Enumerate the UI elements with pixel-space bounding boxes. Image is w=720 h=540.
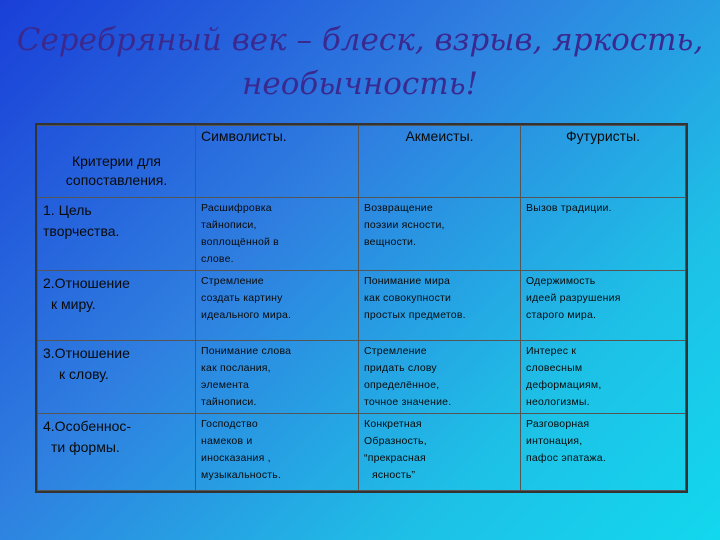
header-acmeists: Акмеисты. <box>359 126 521 198</box>
cell-line: Конкретная <box>364 418 422 430</box>
criterion-line: 4.Особеннос- <box>43 418 132 434</box>
criterion-cell <box>38 341 196 414</box>
cell-line: Понимание слова <box>201 345 292 357</box>
futurists-cell <box>521 271 686 341</box>
acmeists-cell <box>359 198 521 271</box>
criterion-cell <box>38 198 196 271</box>
acmeists-cell <box>359 414 521 491</box>
cell-line: Образность, <box>364 435 427 447</box>
criterion-cell <box>38 414 196 491</box>
cell-line: тайнописи, <box>201 219 257 231</box>
cell-line: как совокупности <box>364 292 452 304</box>
cell-line: идеей разрушения <box>526 292 621 304</box>
cell-line: Интерес к <box>526 345 577 357</box>
criterion-line: 3.Отношение <box>43 345 130 361</box>
header-criteria-line: Критерии для <box>71 153 162 169</box>
table-row <box>38 271 686 341</box>
cell-line: как послания, <box>201 362 271 374</box>
cell-line: старого мира. <box>526 309 597 321</box>
cell-line: Стремление <box>201 275 264 287</box>
cell-line: Разговорная <box>526 418 590 430</box>
cell-line: точное значение. <box>364 396 452 408</box>
cell-line: Вызов традиции. <box>526 202 612 214</box>
symbolists-cell <box>196 198 359 271</box>
symbolists-cell <box>196 271 359 341</box>
symbolists-cell <box>196 341 359 414</box>
cell-line: создать картину <box>201 292 283 304</box>
header-symbolists: Символисты. <box>196 126 359 198</box>
criterion-line: к миру. <box>51 296 96 312</box>
cell-line: Стремление <box>364 345 427 357</box>
slide-title <box>0 18 720 106</box>
criterion-line: ти формы. <box>51 439 120 455</box>
cell-line: неологизмы. <box>526 396 590 408</box>
cell-line: Расшифровка <box>201 202 272 214</box>
futurists-cell <box>521 198 686 271</box>
cell-line: Возвращение <box>364 202 433 214</box>
table-row <box>38 198 686 271</box>
table-row <box>38 414 686 491</box>
title-line-2: необычность! <box>241 66 479 102</box>
cell-line: Господство <box>201 418 258 430</box>
cell-line: пафос эпатажа. <box>526 452 606 464</box>
cell-line: интонация, <box>526 435 583 447</box>
cell-line: музыкальность. <box>201 469 282 481</box>
futurists-cell <box>521 414 686 491</box>
criterion-line: 1. Цель <box>43 202 92 218</box>
criterion-line: творчества. <box>43 223 120 239</box>
cell-line: иносказания , <box>201 452 271 464</box>
cell-line: деформациям, <box>526 379 602 391</box>
cell-line: поэзии ясности, <box>364 219 445 231</box>
header-futurists: Футуристы. <box>521 126 686 198</box>
symbolists-cell <box>196 414 359 491</box>
acmeists-cell <box>359 271 521 341</box>
cell-line: ясность” <box>372 469 416 481</box>
cell-line: Одержимость <box>526 275 596 287</box>
criterion-cell <box>38 271 196 341</box>
header-criteria-line: сопоставления. <box>65 172 168 188</box>
cell-line: словесным <box>526 362 583 374</box>
header-row <box>38 126 686 198</box>
cell-line: воплощённой в <box>201 236 279 248</box>
cell-line: придать слову <box>364 362 437 374</box>
cell-line: слове. <box>201 253 234 265</box>
cell-line: вещности. <box>364 236 417 248</box>
criterion-line: к слову. <box>59 366 109 382</box>
title-line-1: Серебряный век – блеск, взрыв, яркость, <box>16 22 704 58</box>
criterion-line: 2.Отношение <box>43 275 130 291</box>
cell-line: Понимание мира <box>364 275 451 287</box>
cell-line: тайнописи. <box>201 396 257 408</box>
header-criteria <box>38 126 196 198</box>
cell-line: элемента <box>201 379 250 391</box>
cell-line: намеков и <box>201 435 253 447</box>
cell-line: определённое, <box>364 379 440 391</box>
table-row <box>38 341 686 414</box>
comparison-table <box>37 125 686 491</box>
cell-line: “прекрасная <box>364 452 426 464</box>
cell-line: идеального мира. <box>201 309 292 321</box>
acmeists-cell <box>359 341 521 414</box>
futurists-cell <box>521 341 686 414</box>
cell-line: простых предметов. <box>364 309 466 321</box>
